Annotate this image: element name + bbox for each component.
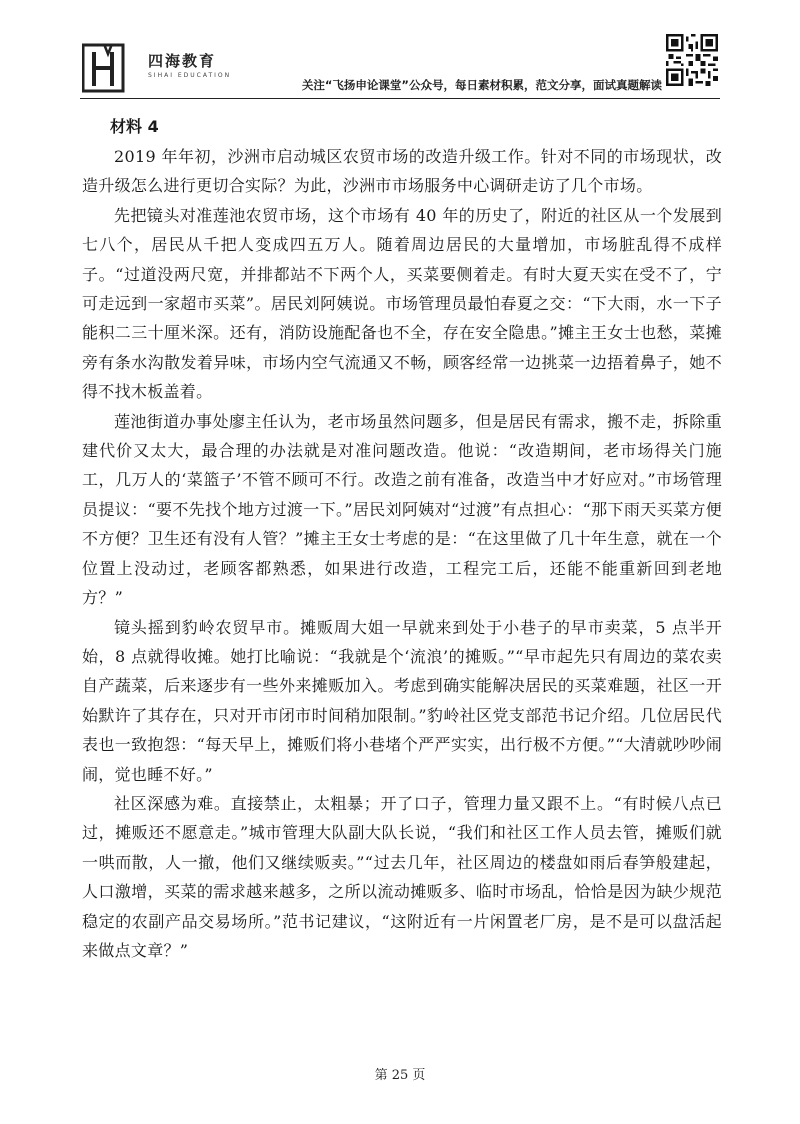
sihai-logo-icon xyxy=(82,42,142,94)
brand-subtitle: SIHAI EDUCATION xyxy=(148,72,232,79)
document-body xyxy=(82,112,722,965)
section-title: 材料 4 xyxy=(110,117,159,136)
paragraph: 社区深感为难。直接禁止，太粗暴；开了口子，管理力量又跟不上。“有时候八点已过，摊贩还不愿意走。”城市管理大队副大队长说，“我们和社区工作人员去管，摊贩们就一哄而散，人一撤，他们又继续贩卖。”“过去几年，社区周边的楼盘如雨后春笋般建起，人口激增，买菜的需求越来越多，之所以流动摊贩多、临时市场乱，恰恰是因为缺少规范稳定的农副产品交易场所。”范书记建议，“这附近有一片闲置老厂房，是不是可以盘活起来做点文章？” xyxy=(82,793,722,960)
header-tagline: 关注“飞扬申论课堂”公众号，每日素材积累，范文分享，面试真题解读 xyxy=(301,78,662,92)
paragraph: 2019 年年初，沙洲市启动城区农贸市场的改造升级工作。针对不同的市场现状，改造升级怎么进行更切合实际？为此，沙洲市市场服务中心调研走访了几个市场。 xyxy=(82,147,722,196)
paragraph: 先把镜头对准莲池农贸市场，这个市场有 40 年的历史了，附近的社区从一个发展到七八个，居民从千把人变成四五万人。随着周边居民的大量增加，市场脏乱得不成样子。“过道没两尺宽，并排都站不下两个人，买菜要侧着走。有时大夏天实在受不了，宁可走远到一家超市买菜”。居民刘阿姨说。市场管理员最怕春夏之交：“下大雨，水一下子能积二三十厘米深。还有，消防设施配备也不全，存在安全隐患。”摊主王女士也愁，菜摊旁有条水沟散发着异味，市场内空气流通又不畅，顾客经常一边挑菜一边捂着鼻子，她不得不找木板盖着。 xyxy=(82,205,722,402)
header-divider xyxy=(80,98,720,99)
page-number: 第 25 页 xyxy=(374,1068,426,1083)
qr-code-icon xyxy=(666,34,718,86)
paragraph: 莲池街道办事处廖主任认为，老市场虽然问题多，但是居民有需求，搬不走，拆除重建代价又太大，最合理的办法就是对准问题改造。他说：“改造期间，老市场得关门施工，几万人的‘菜篮子’不管不顾可不行。改造之前有准备，改造当中才好应对。”市场管理员提议：“要不先找个地方过渡一下。”居民刘阿姨对“过渡”有点担心：“那下雨天买菜方便不方便？卫生还有没有人管？”摊主王女士考虑的是：“在这里做了几十年生意，就在一个位置上没动过，老顾客都熟悉，如果进行改造，工程完工后，还能不能重新回到老地方？” xyxy=(82,411,722,608)
page-header xyxy=(0,0,800,100)
brand-name: 四海教育 xyxy=(148,52,217,70)
paragraph: 镜头摇到豹岭农贸早市。摊贩周大姐一早就来到处于小巷子的早市卖菜，5 点半开始，8 点就得收摊。她打比喻说：“我就是个‘流浪’的摊贩。”“早市起先只有周边的菜农卖自产蔬菜，后来逐步有一些外来摊贩加入。考虑到确实能解决居民的买菜难题，社区一开始默许了其存在，只对开市闭市时间稍加限制。”豹岭社区党支部范书记介绍。几位居民代表也一致抱怨：“每天早上，摊贩们将小巷堵个严严实实，出行极不方便。”“大清就吵吵闹闹，觉也睡不好。” xyxy=(82,617,722,784)
